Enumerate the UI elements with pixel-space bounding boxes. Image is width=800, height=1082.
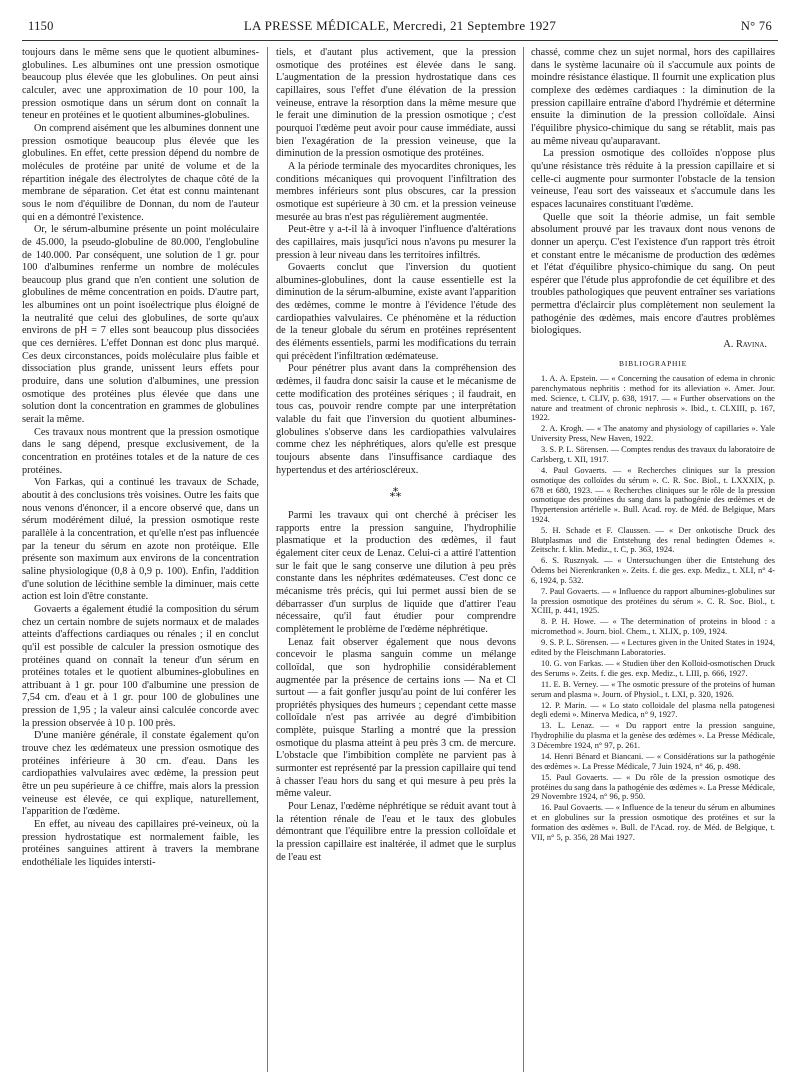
reference-item: 16. Paul Govaerts. — « Influence de la teneur du sérum en albumines et en globulines sur la pression osmotique des protéines et sur la formation des œdèmes ». Bull. de l'Acad. roy. de Méd. de Belgique, t. VII, n° 5, p. 356, 28 Mai 1927. bbox=[531, 803, 775, 842]
paragraph: Govaerts a également étudié la composition du sérum chez un certain nombre de sujets normaux et de malades atteints d'affections cardiaques ou rénales ; il en conclut qu'il est possible de calculer la pression osmotique des protéines quand on connaît la teneur d'un sérum en protéines totales et le quotient albumines-globulines en attribuant à 1 gr. pour 100 d'albumine une pression de 7,54 cm. d'eau et à 1 gr. pour 100 de globulines une pression de 1,95 ; la valeur ainsi calculée concorde avec la pression observée à 10 p. 100 près. bbox=[22, 603, 259, 729]
column-1 bbox=[22, 47, 259, 1077]
paragraph: La pression osmotique des colloïdes n'oppose plus qu'une résistance très réduite à la pression capillaire et si celle-ci augmente pour surmonter l'obstacle de la tension veineuse, l'eau sort des vaisseaux et s'accumule dans les espaces lacunaires constituant l'œdème. bbox=[531, 148, 775, 210]
page-number: 1150 bbox=[28, 19, 54, 33]
section-separator: ⁂ bbox=[389, 486, 403, 501]
column-divider bbox=[523, 47, 524, 1072]
paragraph: tiels, et d'autant plus activement, que la pression osmotique des protéines est élevée dans le sang. L'augmentation de la pression hydrostatique dans ces capillaires, sous l'effet d'une élévation de la pression veineuse, entrave la résorption dans la même mesure que le ferait une diminution de la pression osmotique ; c'est pourquoi l'œdème peut avoir pour cause immédiate, aussi bien l'exagération de la pression veineuse, que la diminution de la pression osmotique des protéines. bbox=[276, 47, 516, 160]
column-2 bbox=[276, 47, 516, 1077]
paragraph: En effet, au niveau des capillaires pré-veineux, où la pression hydrostatique est normalement faible, les protéines sanguines attirent à travers la membrane endothéliale les liquides intersti- bbox=[22, 819, 259, 868]
bibliography-heading: BIBLIOGRAPHIE bbox=[619, 358, 687, 368]
paragraph: Pour Lenaz, l'œdème néphrétique se réduit avant tout à la rétention rénale de l'eau et le taux des globules démontrant que l'équilibre entre la pression colloïdale et la pression capillaire est inaltérée, il admet que le surplus de l'eau est bbox=[276, 801, 516, 863]
column-divider bbox=[267, 47, 268, 1072]
paragraph: On comprend aisément que les albumines donnent une pression osmotique beaucoup plus élevée que les globulines. En effet, cette pression dépend du nombre de molécules de protéine par unité de volume et de la répartition inégale des électrolytes de chaque côté de la membrane de séparation. Cet état est connu maintenant sous le nom d'équilibre de Donnan, du nom de l'auteur qui en a démontré l'existence. bbox=[22, 122, 259, 223]
issue-number: N° 76 bbox=[740, 19, 772, 33]
paragraph: toujours dans le même sens que le quotient albumines-globulines. Les albumines ont une pression osmotique beaucoup plus élevée que les globulines. On peut ainsi calculer, avec une approximation de 10 pour 100, la pression osmotique dans un sérum dont on connaît la teneur en protéines et le quotient albumines-globulines. bbox=[22, 47, 259, 122]
reference-item: 12. P. Marin. — « Lo stato colloidale del plasma nella patogenesi degli edemi ». Minerva Medica, n° 9, 1927. bbox=[531, 700, 775, 720]
column-3 bbox=[531, 47, 775, 1077]
paragraph: Peut-être y a-t-il là à invoquer l'influence d'altérations des capillaires, mais jusqu'ici nous n'avons pu mesurer la pression à leur niveau dans les territoires infiltrés. bbox=[276, 224, 516, 261]
reference-item: 3. S. P. L. Sörensen. — Comptes rendus des travaux du laboratoire de Carlsberg, t. XII, 1917. bbox=[531, 445, 775, 464]
paragraph: D'une manière générale, il constate également qu'on trouve chez les œdémateux une pression osmotique des protéines inférieure à 30 cm. d'eau. Dans les cardiopathies valvulaires avec œdème, la pression peut être un peu supérieure à ce chiffre, mais alors la pression veineuse est élevée, ce qui explique, naturellement, l'apparition de l'œdème. bbox=[22, 730, 259, 818]
reference-item: 5. H. Schade et F. Claussen. — « Der onkotische Druck des Blutplasmas und die Entstehung des renal bedingten Ödemes ». Zeitschr. f. klin. Mediz., t. C, p. 363, 1924. bbox=[531, 525, 775, 555]
paragraph: Pour pénétrer plus avant dans la compréhension des œdèmes, il faudra donc saisir la cause et le mécanisme de cette modification des protéines sériques ; il faudrait, en tous cas, pouvoir rendre compte par une interprétation valable du fait que l'inversion du quotient albumines-globulines s'observe dans les cardiopathies valvulaires comme chez les néphrétiques, alors qu'elle est presque toujours absente dans l'insuffisance cardiaque des hypertendus et des artérioscléreux. bbox=[276, 363, 516, 476]
paragraph: Or, le sérum-albumine présente un point moléculaire de 45.000, la pseudo-globuline de 80.000, l'englobuline de 140.000. Par conséquent, une solution de 1 gr. pour 100 d'albumines renferme un nombre de molécules beaucoup plus grand que n'en contient une solution de globulines de même concentration en poids. D'autre part, les albumines ont un point isoélectrique plus éloigné de la neutralité que celui des globulines, de sorte qu'aux environs de pH = 7 elles sont beaucoup plus dissociées que ces dernières. L'effet Donnan est donc plus marqué. Ces deux circonstances, poids moléculaire plus faible et dissociation plus grande, unissent leurs effets pour produire, dans une solution d'albumines, une pression osmotique des protéines plus élevée que dans une solution dont la concentration en grammes de globulines serait la même. bbox=[22, 224, 259, 426]
reference-item: 6. S. Rusznyak. — « Untersuchungen über die Entstehung des Ödems bei Nierenkranken ». Zeits. f. die ges. exp. Mediz., t. XLI, n° 4-6, 1924, p. 532. bbox=[531, 556, 775, 585]
paragraph: Ces travaux nous montrent que la pression osmotique dans le sang dépend, presque exclusivement, de la concentration en protéines totales et de la nature de ces protéines. bbox=[22, 426, 259, 476]
paragraph: Lenaz fait observer également que nous devons concevoir le plasma sanguin comme un mélange colloïdal, que son hydrophilie considérablement augmentée par la présence de certains ions — Na et Cl surtout — a fait gonfler jusqu'au point de lui conférer les propriétés physiques des humeurs ; cependant cette masse colloïdale n'est pas arrivée au degré d'imbibition complète, puisque Starling a montré que la pression osmotique du plasma atteint à peu près 3 cm. de mercure. L'obstacle que l'imbibition complète ne parvient pas à surmonter est représenté par la pression capillaire qui tend à chasser l'eau hors du sang et qui mesure à peu près la même valeur. bbox=[276, 636, 516, 800]
paragraph: Parmi les travaux qui ont cherché à préciser les rapports entre la pression sanguine, l'hydrophilie plasmatique et la production des œdèmes, il faut également citer ceux de Lenaz. Celui-ci a attiré l'attention sur le fait que le sang conserve une dilution à peu près constante dans les néphrites œdémateuses. C'est donc ce mécanisme très précis, qui lui permet aussi bien de se débarrasser d'un surplus de liquide que d'attirer l'eau nécessaire, qu'il faut étudier pour comprendre complètement le problème de l'œdème néphrétique. bbox=[276, 509, 516, 635]
author-signature: A. Ravina. bbox=[723, 339, 767, 351]
page-header bbox=[22, 14, 778, 41]
reference-item: 15. Paul Govaerts. — « Du rôle de la pression osmotique des protéines du sang dans la pathogénie des œdèmes ». La Presse Médicale, 29 Novembre 1924, n° 96, p. 950. bbox=[531, 772, 775, 802]
reference-item: 13. L. Lenaz. — « Du rapport entre la pression sanguine, l'hydrophilie du plasma et la genèse des œdèmes ». La Presse Médicale, 3 Décembre 1924, n° 97, p. 261. bbox=[531, 721, 775, 750]
paragraph: chassé, comme chez un sujet normal, hors des capillaires dans le système lacunaire où il s'accumule aux points de moindre résistance élastique. Il fournit une explication plus complexe des œdèmes cardiaques : la diminution de la pression capillaire entraîne d'abord l'hydrémie et détermine ensuite la diminution de la pression colloïdale. Ainsi l'équilibre physico-chimique du sang se rétablit, mais pas au même niveau qu'auparavant. bbox=[531, 47, 775, 147]
bibliography-list bbox=[531, 374, 775, 842]
reference-item: 4. Paul Govaerts. — « Recherches cliniques sur la pression osmotique des colloïdes du sérum ». C. R. Soc. Biol., t. LXXXIX, p. 678 et 680, 1923. — « Recherches cliniques sur le rôle de la pression osmotique des protéines du sang dans la pathogénie des œdèmes et de l'hypertension artérielle ». Bull. Acad. roy. de Méd. de Belgique, Mars 1924. bbox=[531, 466, 775, 524]
reference-item: 2. A. Krogh. — « The anatomy and physiology of capillaries ». Yale University Press, New Haven, 1922. bbox=[531, 424, 775, 444]
reference-item: 10. G. von Farkas. — « Studien über den Kolloid-osmotischen Druck des Serums ». Zeits. f. die ges. exp. Mediz., t. LIII, p. 666, 1927. bbox=[531, 659, 775, 678]
paragraph: A la période terminale des myocardites chroniques, les conditions mécaniques qui provoquent l'infiltration des membres inférieurs sont plus obscures, car la pression osmotique est supérieure à 30 cm. et la pression veineuse mesurée au bras n'est pas régulièrement augmentée. bbox=[276, 160, 516, 223]
paragraph: Quelle que soit la théorie admise, un fait semble absolument prouvé par les travaux dont nous venons de donner un aperçu. C'est l'existence d'un rapport très étroit et constant entre le mécanisme de production des œdèmes et l'état d'équilibre physico-chimique du sang. On peut espérer que l'étude plus approfondie de cet équilibre et des troubles pathologiques que peuvent entraîner ses variations permettra d'éclaircir plus complètement non seulement la pathogénie des œdèmes, mais encore d'autres problèmes biologiques. bbox=[531, 211, 775, 337]
reference-item: 7. Paul Govaerts. — « Influence du rapport albumines-globulines sur la pression osmotique des protéines du sérum ». C. R. Soc. Biol., t. XCIII, p. 441, 1925. bbox=[531, 586, 775, 616]
reference-item: 14. Henri Bénard et Biancani. — « Considérations sur la pathogénie des œdèmes ». La Presse Médicale, 7 Juin 1924, n° 46, p. 498. bbox=[531, 752, 775, 771]
paragraph: Von Farkas, qui a continué les travaux de Schade, aboutit à des conclusions très voisines. Outre les faits que nous venons d'énoncer, il a encore observé que, dans un sérum modérément dilué, la pression osmotique reste parallèle à la concentration, et qu'elle n'est pas influencée par la teneur du sérum en azote non protéique. Elle présente son maximum aux environs de la concentration saline physiologique (0,8 à 0,9 p. 100). Enfin, l'addition d'une solution de lécithine semble la diminuer, mais cette action est loin d'être constante. bbox=[22, 477, 259, 603]
journal-title: LA PRESSE MÉDICALE, Mercredi, 21 Septembre 1927 bbox=[243, 18, 557, 33]
reference-item: 11. E. B. Verney. — « The osmotic pressure of the proteins of human serum and plasma ». Journ. of Physiol., t. LXI, p. 320, 1926. bbox=[531, 679, 775, 699]
paragraph: Govaerts conclut que l'inversion du quotient albumines-globulines, dont la cause essentielle est la diminution de la sérum-albumine, existe avant l'apparition des œdèmes, comme le montre à l'évidence l'étude des cardiopathies valvulaires. Ce phénomène et la réduction de la teneur globale du sérum en protéines représentent des éléments essentiels, parmi les modifications du terrain qui précèdent l'infiltration œdémateuse. bbox=[276, 262, 516, 362]
reference-item: 9. S. P. L. Sörensen. — « Lectures given in the United States in 1924, edited by the Fleischmann Laboratories. bbox=[531, 638, 775, 658]
reference-item: 8. P. H. Howe. — « The determination of proteins in blood : a micromethod ». Journ. biol. Chem., t. XLIX, p. 109, 1924. bbox=[531, 617, 775, 637]
reference-item: 1. A. A. Epstein. — « Concerning the causation of edema in chronic parenchymatous nephritis : method for its alleviation ». Amer. Jour. med. Science, t. CLIV, p. 638, 1917. — « Further observations on the nature and treatment of chronic nephrosis ». Ibid., t. CLXIII, p. 167, 1922. bbox=[531, 374, 775, 423]
